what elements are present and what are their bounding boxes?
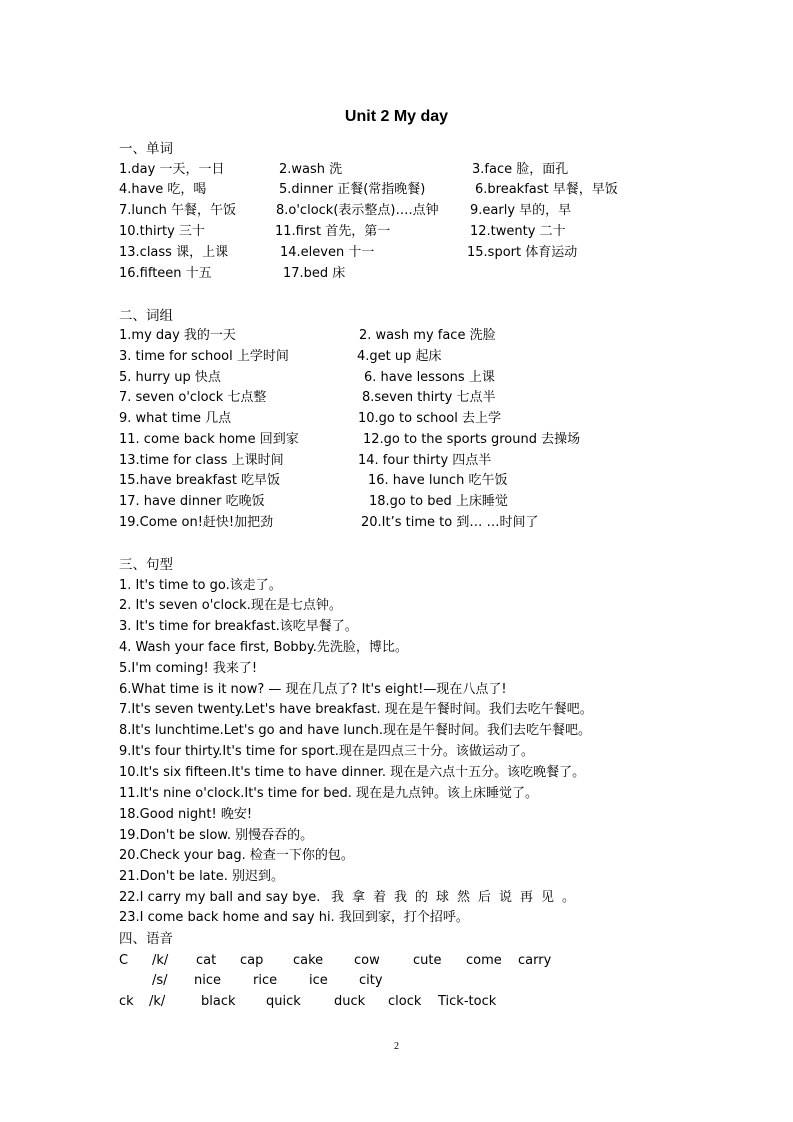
phonics-word: nice (194, 973, 221, 988)
phonics-word: cake (293, 953, 324, 968)
sentence-line: 2. It's seven o'clock.现在是七点钟。 (119, 598, 342, 613)
page-title: Unit 2 My day (344, 108, 449, 125)
phrase-entry: 15.have breakfast 吃早饭 (119, 473, 281, 488)
word-entry: 1.day 一天，一日 (119, 162, 225, 177)
phrase-entry: 11. come back home 回到家 (119, 432, 299, 447)
phonics-word: cute (413, 953, 442, 968)
phrase-entry: 3. time for school 上学时间 (119, 349, 289, 364)
phonics-word: clock (388, 994, 422, 1009)
word-entry: 8.o'clock(表示整点)….点钟 (276, 203, 439, 218)
phonics-sound: /s/ (152, 973, 168, 988)
word-entry: 4.have 吃，喝 (119, 182, 207, 197)
sentence-english: 22.I carry my ball and say bye. (119, 890, 321, 905)
sentence-line: 11.It's nine o'clock.It's time for bed. 现在是九点钟。该上床睡觉了。 (119, 786, 539, 801)
phrase-entry: 7. seven o'clock 七点整 (119, 390, 267, 405)
phrase-entry: 2. wash my face 洗脸 (359, 328, 496, 343)
word-entry: 14.eleven 十一 (280, 245, 375, 260)
phonics-word: cat (196, 953, 217, 968)
sentence-line: 19.Don't be slow. 别慢吞吞的。 (119, 828, 314, 843)
sentence-line: 4. Wash your face first, Bobby.先洗脸，博比。 (119, 640, 408, 655)
phonics-word: black (201, 994, 236, 1009)
section-heading-phrases: 二、词组 (119, 308, 173, 324)
sentence-line: 10.It's six fifteen.It's time to have dinner. 现在是六点十五分。该吃晚餐了。 (119, 765, 586, 780)
phrase-entry: 6. have lessons 上课 (364, 370, 495, 385)
word-entry: 2.wash 洗 (279, 162, 343, 177)
sentence-line: 1. It's time to go.该走了。 (119, 578, 282, 593)
word-entry: 13.class 课，上课 (119, 245, 229, 260)
phonics-sound: /k/ (149, 994, 166, 1009)
word-entry: 7.lunch 午餐，午饭 (119, 203, 237, 218)
phonics-word: rice (253, 973, 278, 988)
phrase-entry: 20.It’s time to 到… …时间了 (361, 515, 539, 530)
phrase-entry: 14. four thirty 四点半 (358, 453, 492, 468)
sentence-line: 5.I'm coming! 我来了! (119, 661, 258, 676)
phonics-letter: C (119, 953, 129, 968)
word-entry: 9.early 早的，早 (470, 203, 572, 218)
sentence-line: 21.Don't be late. 别迟到。 (119, 869, 285, 884)
phrase-entry: 10.go to school 去上学 (358, 411, 502, 426)
phrase-entry: 13.time for class 上课时间 (119, 453, 284, 468)
word-entry: 10.thirty 三十 (119, 224, 205, 239)
word-entry: 12.twenty 二十 (470, 224, 566, 239)
sentence-chinese: 我拿着我的球然后说再见。 (331, 890, 584, 905)
sentence-line: 8.It's lunchtime.Let's go and have lunch.现在是午餐时间。我们去吃午餐吧。 (119, 723, 591, 738)
phrase-entry: 12.go to the sports ground 去操场 (363, 432, 581, 447)
phrase-entry: 1.my day 我的一天 (119, 328, 236, 343)
phonics-word: Tick-tock (438, 994, 497, 1009)
sentence-line: 18.Good night! 晚安! (119, 807, 253, 822)
phrase-entry: 18.go to bed 上床睡觉 (369, 494, 508, 509)
phrase-entry: 5. hurry up 快点 (119, 370, 221, 385)
word-entry: 16.fifteen 十五 (119, 266, 212, 281)
phrase-entry: 9. what time 几点 (119, 411, 232, 426)
word-entry: 11.first 首先，第一 (275, 224, 391, 239)
page-number: 2 (394, 1041, 399, 1052)
word-entry: 3.face 脸，面孔 (472, 162, 569, 177)
phonics-word: city (359, 973, 383, 988)
phonics-word: cap (240, 953, 264, 968)
phrase-entry: 4.get up 起床 (357, 349, 442, 364)
section-heading-phonics: 四、语音 (119, 931, 173, 947)
sentence-line: 23.I come back home and say hi. 我回到家，打个招呼。 (119, 910, 469, 925)
phrase-entry: 19.Come on!赶快!加把劲 (119, 515, 274, 530)
word-entry: 5.dinner 正餐(常指晚餐) (279, 182, 426, 197)
word-entry: 15.sport 体育运动 (467, 245, 578, 260)
section-heading-words: 一、单词 (119, 141, 173, 157)
phonics-word: duck (334, 994, 366, 1009)
phonics-word: ice (309, 973, 328, 988)
sentence-line: 20.Check your bag. 检查一下你的包。 (119, 848, 354, 863)
word-entry: 6.breakfast 早餐，早饭 (475, 182, 618, 197)
section-heading-sentences: 三、句型 (119, 557, 173, 573)
phonics-letter: ck (119, 994, 134, 1009)
sentence-line: 7.It's seven twenty.Let's have breakfast. 现在是午餐时间。我们去吃午餐吧。 (119, 702, 593, 717)
phrase-entry: 8.seven thirty 七点半 (362, 390, 496, 405)
sentence-line: 6.What time is it now? — 现在几点了? It's eight!—现在八点了! (119, 682, 507, 697)
phrase-entry: 17. have dinner 吃晚饭 (119, 494, 265, 509)
word-entry: 17.bed 床 (283, 266, 346, 281)
phonics-word: carry (518, 953, 552, 968)
phonics-sound: /k/ (152, 953, 169, 968)
sentence-line: 3. It's time for breakfast.该吃早餐了。 (119, 619, 358, 634)
phonics-word: cow (354, 953, 380, 968)
phonics-word: quick (266, 994, 301, 1009)
phonics-word: come (466, 953, 502, 968)
sentence-line: 9.It's four thirty.It's time for sport.现在是四点三十分。该做运动了。 (119, 744, 534, 759)
phrase-entry: 16. have lunch 吃午饭 (368, 473, 508, 488)
